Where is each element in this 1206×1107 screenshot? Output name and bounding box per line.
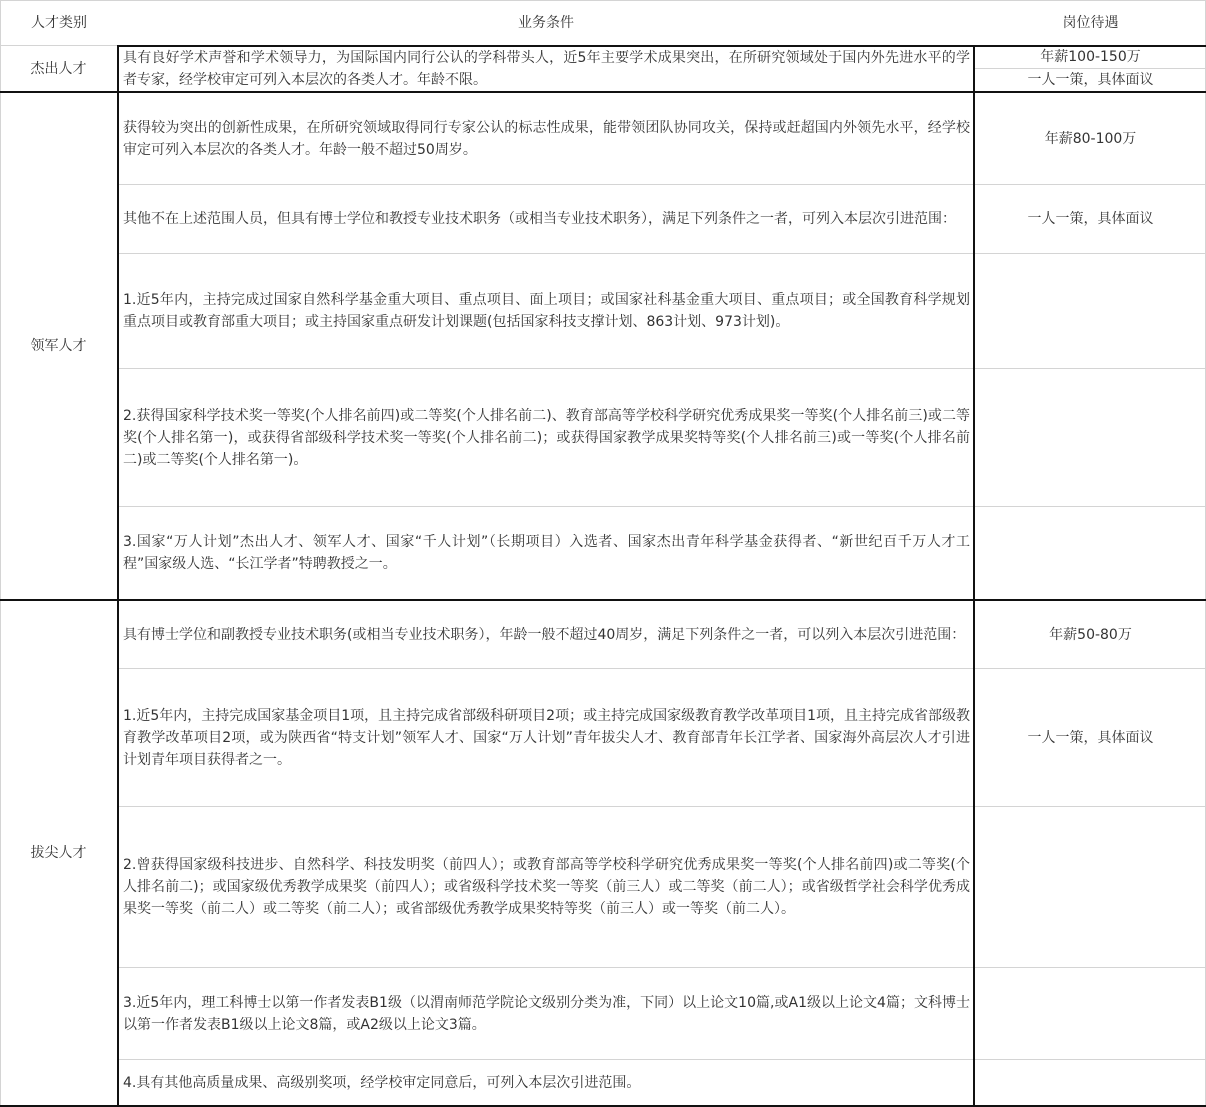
- condition-topnotch-item-2: 2.曾获得国家级科技进步、自然科学、科技发明奖（前四人）；或教育部高等学校科学研究优秀成果奖一等奖(个人排名前四)或二等奖(个人排名前二)；或国家级优秀教学成果奖（前四人）；或省级科学技术奖一等奖（前三人）或二等奖（前二人）；或省级哲学社会科学优秀成果奖一等奖（前二人）或二等奖（前二人）；或省部级优秀教学成果奖特等奖（前三人）或一等奖（前二人）。: [123, 857, 970, 917]
- category-outstanding: 杰出人才: [30, 60, 87, 77]
- condition-leading-item-3: 3.国家“万人计划”杰出人才、领军人才、国家“千人计划”（长期项目）入选者、国家杰出青年科学基金获得者、“新世纪百千万人才工程”国家级人选、“长江学者”特聘教授之一。: [123, 534, 970, 572]
- condition-topnotch-1: 具有博士学位和副教授专业技术职务(或相当专业技术职务），年龄一般不超过40周岁，满足下列条件之一者，可以列入本层次引进范围：: [123, 626, 966, 643]
- negotiable-leading: 一人一策，具体面议: [1027, 211, 1154, 227]
- category-leading: 领军人才: [30, 338, 87, 354]
- condition-leading-2: 其他不在上述范围人员，但具有博士学位和教授专业技术职务（或相当专业技术职务），满足下列条件之一者，可列入本层次引进范围：: [123, 211, 956, 227]
- header-conditions: 业务条件: [518, 14, 574, 31]
- negotiable-topnotch: 一人一策，具体面议: [1027, 729, 1154, 746]
- condition-leading-item-1: 1.近5年内，主持完成过国家自然科学基金重大项目、重点项目、面上项目；或国家社科基金重大项目、重点项目；或全国教育科学规划重点项目或教育部重大项目；或主持国家重点研发计划课题(包括国家科技支撑计划、863计划、973计划)。: [123, 292, 970, 330]
- salary-leading: 年薪80-100万: [1044, 130, 1137, 147]
- category-topnotch: 拔尖人才: [30, 845, 87, 861]
- header-treatment: 岗位待遇: [1062, 14, 1119, 31]
- condition-topnotch-item-3: 3.近5年内，理工科博士以第一作者发表B1级（以渭南师范学院论文级别分类为准，下同）以上论文10篇,或A1级以上论文4篇；文科博士以第一作者发表B1级以上论文8篇，或A2级以上论文3篇。: [123, 994, 970, 1033]
- condition-leading-item-2: 2.获得国家科学技术奖一等奖(个人排名前四)或二等奖(个人排名前二)、教育部高等学校科学研究优秀成果奖一等奖(个人排名前三)或二等奖(个人排名第一)，或获得省部级科学技术奖一等奖(个人排名前二)；或获得国家教学成果奖特等奖(个人排名前三)或一等奖(个人排名前二)或二等奖(个人排名第一)。: [123, 407, 970, 468]
- header-category: 人才类别: [31, 14, 87, 31]
- condition-topnotch-item-1: 1.近5年内，主持完成国家基金项目1项，且主持完成省部级科研项目2项；或主持完成国家级教育教学改革项目1项，且主持完成省部级教育教学改革项目2项，或为陕西省“特支计划”领军人才、国家“万人计划”青年拔尖人才、教育部青年长江学者、国家海外高层次人才引进计划青年项目获得者之一。: [123, 707, 970, 768]
- salary-topnotch: 年薪50-80万: [1049, 626, 1132, 643]
- condition-outstanding: 具有良好学术声誉和学术领导力，为国际国内同行公认的学科带头人，近5年主要学术成果突出，在所研究领域处于国内外先进水平的学者专家，经学校审定可列入本层次的各类人才。年龄不限。: [123, 49, 970, 88]
- salary-outstanding: 年薪100-150万: [1040, 49, 1141, 65]
- negotiable-outstanding: 一人一策，具体面议: [1027, 72, 1154, 88]
- condition-topnotch-item-4: 4.具有其他高质量成果、高级别奖项，经学校审定同意后，可列入本层次引进范围。: [123, 1074, 641, 1091]
- condition-leading-1: 获得较为突出的创新性成果，在所研究领域取得同行专家公认的标志性成果，能带领团队协同攻关，保持或赶超国内外领先水平，经学校审定可列入本层次的各类人才。年龄一般不超过50周岁。: [123, 119, 970, 158]
